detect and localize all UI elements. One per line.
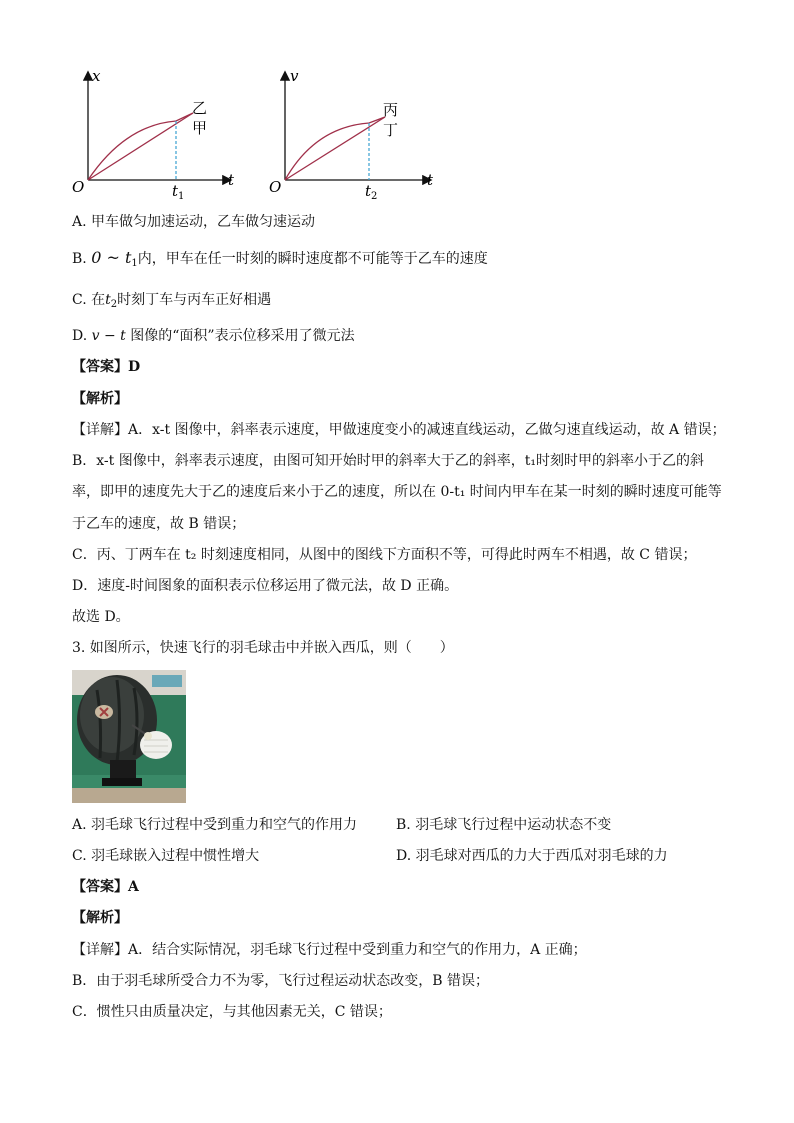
origin-label: O [269,178,282,196]
option-c-sub: 2 [110,299,118,310]
q2-option-a: A. 甲车做匀加速运动，乙车做匀速运动 [72,214,316,230]
q2-detail-3: 率，即甲的速度先大于乙的速度后来小于乙的速度，所以在 0-t₁ 时间内甲车在某一时刻的瞬时速度可能等 [72,484,722,500]
curve-label-jia: 甲 [192,119,208,137]
q3-option-d: D. 羽毛球对西瓜的力大于西瓜对羽毛球的力 [396,848,668,864]
option-c-prefix: C. 在 [72,292,106,308]
q3-answer: 【答案】A [72,879,139,895]
t1-label: $t_1$ [172,182,185,200]
q3-option-c: C. 羽毛球嵌入过程中惯性增大 [72,848,260,864]
option-b-math: 0 ~ t [91,248,132,267]
curve-label-yi: 乙 [192,99,208,117]
q2-analysis-heading: 【解析】 [72,391,128,407]
q2-detail-2: B．x-t 图像中，斜率表示速度，由图可知开始时甲的斜率大于乙的斜率，t₁时刻时甲的斜率小于乙的斜 [72,453,704,469]
y-axis-label: x [92,67,101,85]
vt-graph [265,65,445,200]
q2-option-d [72,326,355,346]
q2-option-b [72,248,488,274]
watermelon-shuttlecock-photo [72,670,186,803]
option-b-text: 内，甲车在任一时刻的瞬时速度都不可能等于乙车的速度 [137,251,488,267]
curve-label-bing: 丙 [383,101,399,119]
q2-detail-1: 【详解】A．x-t 图像中，斜率表示速度，甲做速度变小的减速直线运动，乙做匀速直线运动，故 A 错误； [72,422,726,438]
q3-option-b: B. 羽毛球飞行过程中运动状态不变 [396,817,612,833]
option-c-var: t [105,292,111,308]
curve-label-ding: 丁 [383,121,399,139]
option-b-prefix: B. [72,251,92,267]
q3-analysis-heading: 【解析】 [72,910,128,926]
xt-graph [70,65,250,200]
origin-label: O [72,178,85,196]
q2-detail-6: D．速度-时间图象的面积表示位移运用了微元法，故 D 正确。 [72,578,459,594]
option-d-prefix: D. [72,328,92,344]
q2-option-c [72,290,271,315]
q3-detail-2: B．由于羽毛球所受合力不为零，飞行过程运动状态改变，B 错误； [72,973,490,989]
q3-stem: 3. 如图所示，快速飞行的羽毛球击中并嵌入西瓜，则（ ） [72,640,454,656]
q3-detail-3: C．惯性只由质量决定，与其他因素无关，C 错误； [72,1004,392,1020]
q3-option-a: A. 羽毛球飞行过程中受到重力和空气的作用力 [72,817,358,833]
curve-bing-straight [285,117,385,180]
x-axis-label: t [228,171,235,189]
option-c-text: 时刻丁车与丙车正好相遇 [117,292,272,308]
q2-detail-5: C．丙、丁两车在 t₂ 时刻速度相同，从图中的图线下方面积不等，可得此时两车不相遇，故 C 错误； [72,547,697,563]
x-axis-label: t [427,171,434,189]
option-d-math: v − t [91,328,126,344]
option-d-text: 图像的“面积”表示位移采用了微元法 [125,328,355,344]
curve-yi-straight [88,113,193,180]
t2-label: $t_2$ [365,182,378,200]
q3-detail-1: 【详解】A．结合实际情况，羽毛球飞行过程中受到重力和空气的作用力，A 正确； [72,942,587,958]
y-axis-label: v [290,67,299,85]
option-b-sub: 1 [131,258,138,269]
q2-detail-4: 于乙车的速度，故 B 错误； [72,516,246,532]
q2-answer: 【答案】D [72,359,141,375]
q2-conclusion: 故选 D。 [72,609,130,625]
